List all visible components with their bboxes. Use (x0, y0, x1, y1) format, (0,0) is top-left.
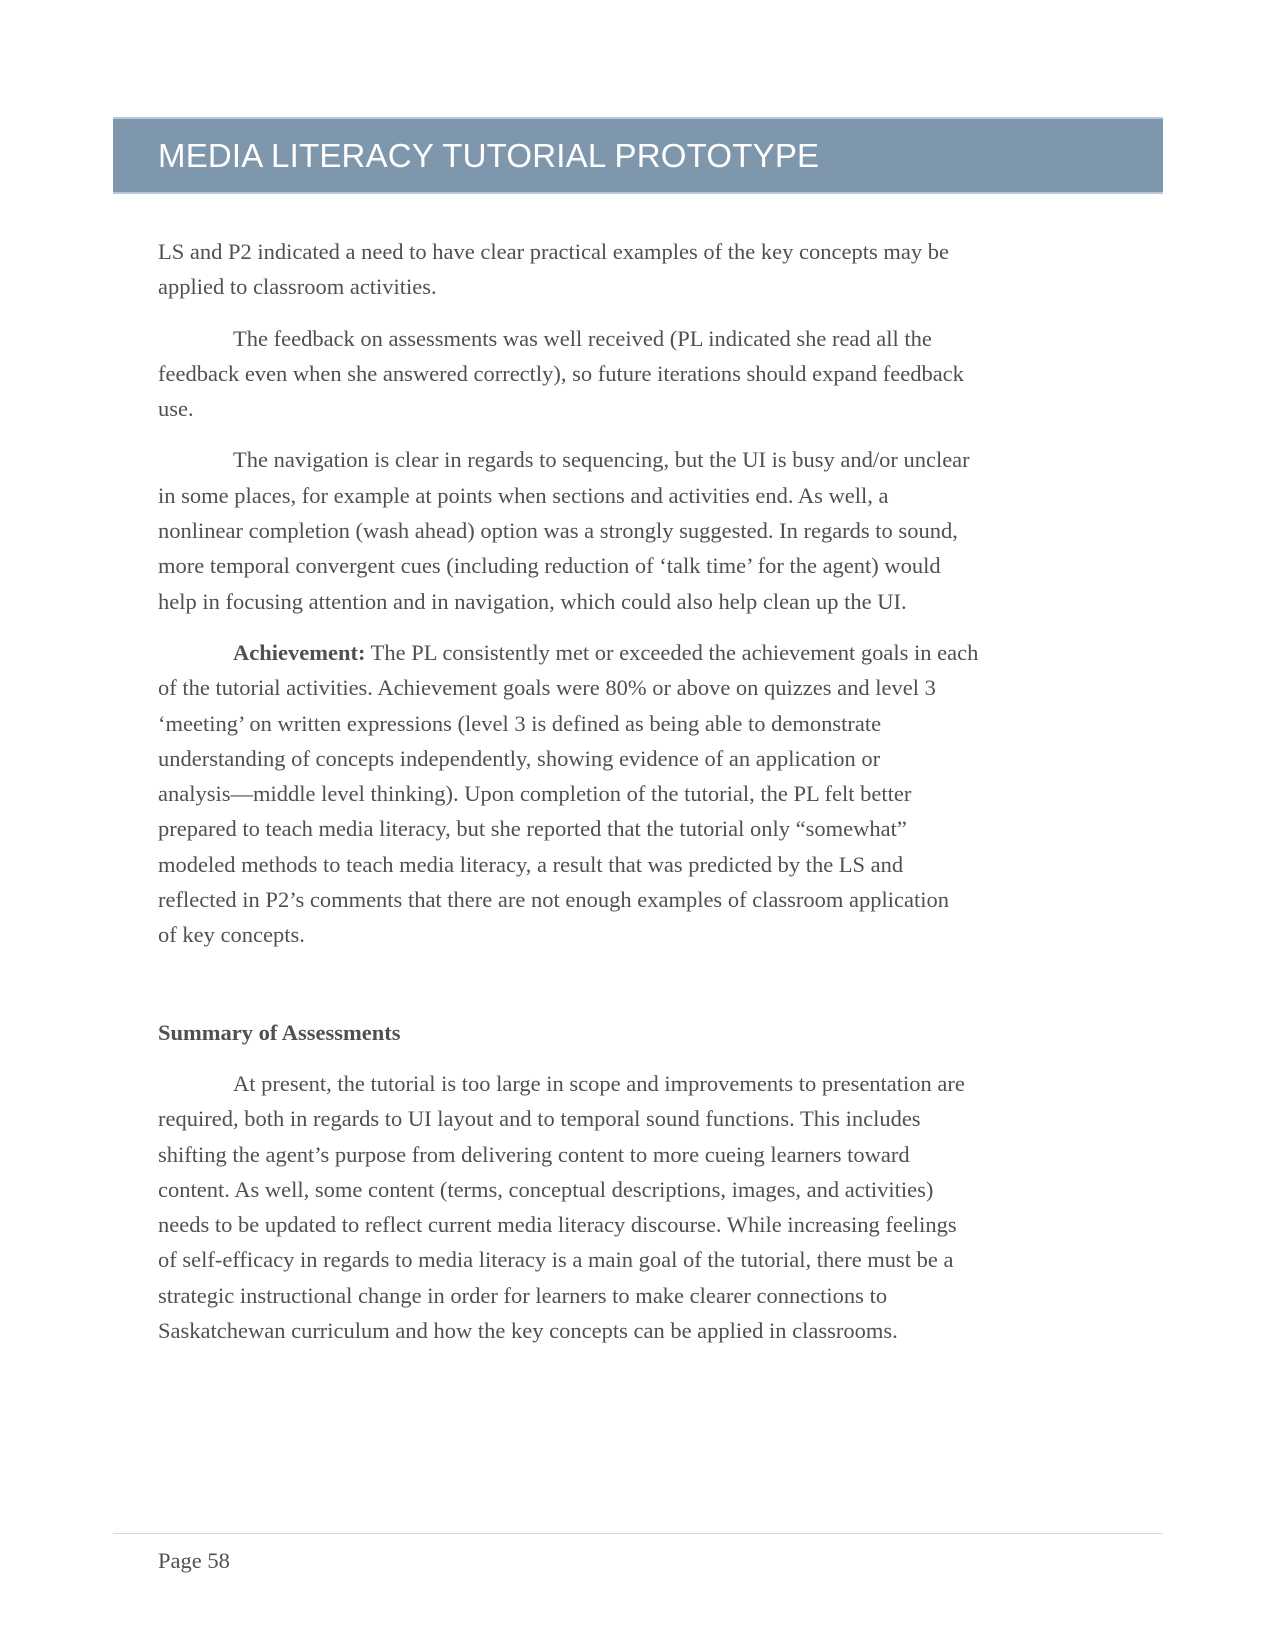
paragraph-achievement (158, 635, 1118, 953)
text-line: of self-efficacy in regards to media literacy is a main goal of the tutorial, there must be a (158, 1247, 954, 1273)
text-line: of key concepts. (158, 922, 305, 948)
page-number: Page 58 (158, 1548, 230, 1573)
paragraph (158, 442, 1118, 618)
text-line: reflected in P2’s comments that there are not enough examples of classroom application (158, 887, 950, 913)
text-line: use. (158, 396, 194, 422)
text-line: Saskatchewan curriculum and how the key concepts can be applied in classrooms. (158, 1318, 898, 1344)
paragraph (158, 321, 1118, 427)
text-line: of the tutorial activities. Achievement goals were 80% or above on quizzes and level 3 (158, 675, 936, 701)
text-line: LS and P2 indicated a need to have clear practical examples of the key concepts may be (158, 239, 949, 264)
text-line: At present, the tutorial is too large in scope and improvements to presentation are (233, 1070, 965, 1096)
text-line: The navigation is clear in regards to sequencing, but the UI is busy and/or unclear (233, 447, 970, 473)
text-line: feedback even when she answered correctly), so future iterations should expand feedback (158, 360, 964, 386)
paragraph-summary (158, 1066, 1118, 1348)
subsection-heading: Summary of Assessments (158, 1019, 401, 1045)
text-line: ‘meeting’ on written expressions (level 3 is defined as being able to demonstrate (158, 710, 882, 736)
text-line: shifting the agent’s purpose from delivering content to more cueing learners toward (158, 1141, 910, 1167)
text-line (158, 635, 1118, 670)
text-line: strategic instructional change in order for learners to make clearer connections to (158, 1282, 888, 1308)
text-line: needs to be updated to reflect current media literacy discourse. While increasing feelings (158, 1212, 957, 1238)
text-run: The PL consistently met or exceeded the achievement goals in each (365, 639, 979, 665)
text-line: The feedback on assessments was well received (PL indicated she read all the (233, 325, 932, 351)
text-line: in some places, for example at points when sections and activities end. As well, a (158, 482, 889, 508)
section-banner (113, 117, 1163, 194)
text-line: more temporal convergent cues (including reduction of ‘talk time’ for the agent) would (158, 553, 941, 579)
text-line: applied to classroom activities. (158, 274, 437, 300)
footer-divider (113, 1533, 1163, 1534)
text-line: prepared to teach media literacy, but she reported that the tutorial only “somewhat” (158, 816, 907, 842)
text-line: understanding of concepts independently, showing evidence of an application or (158, 745, 881, 771)
document-body (158, 234, 1118, 1364)
text-line: analysis—middle level thinking). Upon completion of the tutorial, the PL felt better (158, 781, 912, 807)
text-line: required, both in regards to UI layout and to temporal sound functions. This includes (158, 1106, 921, 1132)
text-line: nonlinear completion (wash ahead) option was a strongly suggested. In regards to sound, (158, 518, 958, 544)
section-title: MEDIA LITERACY TUTORIAL PROTOTYPE (158, 137, 820, 174)
paragraph (158, 234, 1118, 305)
run-in-heading: Achievement: (233, 639, 366, 665)
text-line: help in focusing attention and in navigation, which could also help clean up the UI. (158, 588, 907, 614)
text-line: content. As well, some content (terms, conceptual descriptions, images, and activities) (158, 1176, 934, 1202)
text-line: modeled methods to teach media literacy, a result that was predicted by the LS and (158, 851, 904, 877)
